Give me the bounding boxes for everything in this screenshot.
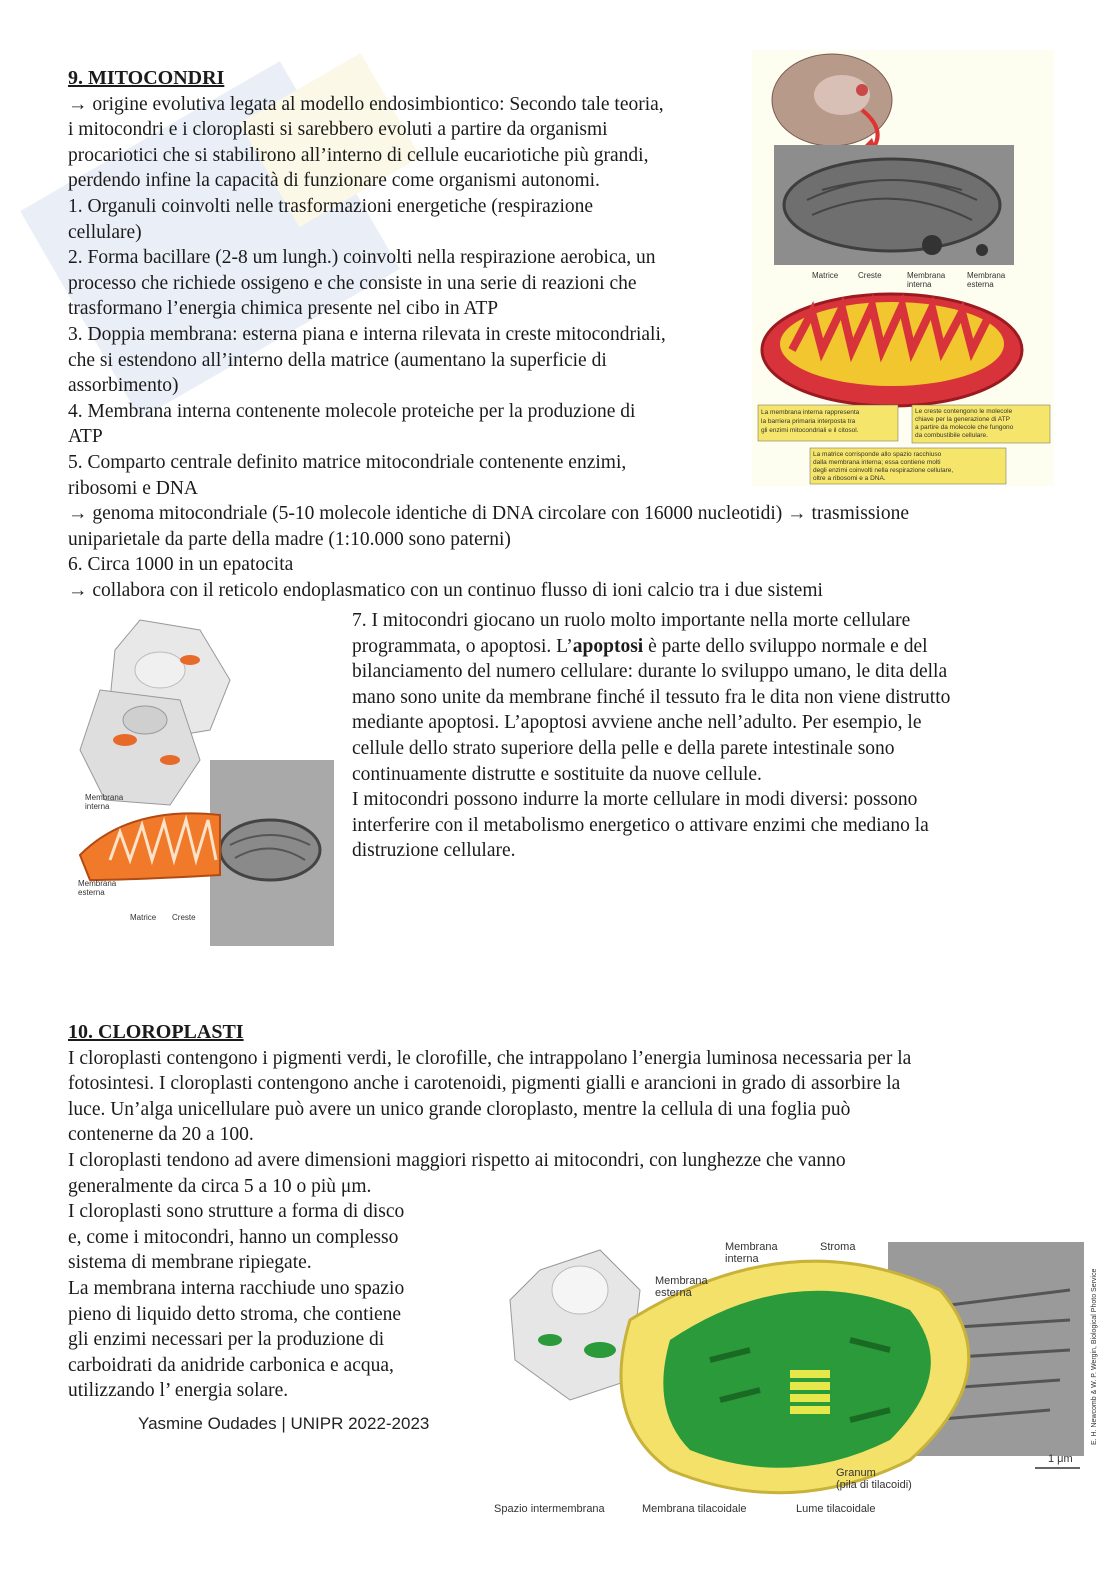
chloro-line: I cloroplasti tendono ad avere dimensioni maggiori rispetto ai mitocondri, con lunghezze che vanno [68, 1149, 846, 1171]
chloro-line: gli enzimi necessari per la produzione di [68, 1329, 385, 1351]
chloro-line: fotosintesi. I cloroplasti contengono anche i carotenoidi, pigmenti gialli e arancioni in grado di assorbire la [68, 1073, 901, 1095]
label-membrana-interna: interna [85, 802, 110, 811]
caption-left: La membrana interna rappresenta la barriera primaria interposta tra gli enzimi mitocondriali e il citosol. [761, 409, 860, 434]
mito-line: perdendo infine la capacità di funzionare come organismi autonomi. [68, 170, 600, 192]
label-membrana-esterna: esterna [655, 1287, 692, 1299]
chloro-line: contenerne da 20 a 100. [68, 1124, 254, 1146]
label-membrana-interna: Membrana [85, 793, 124, 802]
mitochondrion-figure [752, 50, 1054, 486]
apoptosis-line: bilanciamento del numero cellulare: durante lo sviluppo umano, le dita della [352, 661, 948, 683]
chloro-line: carboidrati da anidride carbonica e acqua, [68, 1354, 394, 1376]
chloro-line: La membrana interna racchiude uno spazio [68, 1277, 405, 1299]
mito-line: processo che richiede ossigeno e che consiste in una serie di reazioni che [68, 272, 637, 294]
chloro-line: utilizzando l’ energia solare. [68, 1380, 289, 1402]
label-membrana-interna: interna [907, 280, 932, 289]
caption-bottom: La matrice corrisponde allo spazio racchiuso dalla membrana interna; essa contiene molti degli enzimi coinvolti nella respirazione cellulare, oltre a ribosomi e a DNA. [813, 451, 954, 482]
mito-line: trasformano l’energia chimica presente nel cibo in ATP [68, 298, 499, 320]
label-membrana-interna: Membrana [907, 271, 946, 280]
chloro-line: I cloroplasti sono strutture a forma di disco [68, 1201, 405, 1223]
mito-line: 3. Doppia membrana: esterna piana e interna rilevata in creste mitocondriali, [68, 323, 666, 345]
chloro-line: luce. Un’alga unicellulare può avere un unico grande cloroplasto, mentre la cellula di una foglia può [68, 1098, 851, 1120]
label-creste: Creste [858, 271, 882, 280]
mito-line: 1. Organuli coinvolti nelle trasformazioni energetiche (respirazione [68, 195, 594, 217]
apoptosis-line: mano sono unite da membrane finché il tessuto fra le dita non viene distrutto [352, 686, 951, 708]
apoptosis-line: mediante apoptosi. L’apoptosi avviene anche nell’adulto. Per esempio, le [352, 712, 922, 734]
label-matrice: Matrice [812, 271, 839, 280]
mito-line: ribosomi e DNA [68, 477, 198, 499]
scale-bar-label: 1 μm [1048, 1453, 1073, 1465]
mito-line: → origine evolutiva legata al modello endosimbiontico: Secondo tale teoria, [68, 93, 664, 115]
apoptosi-bold: apoptosi [572, 635, 644, 657]
label-membrana-tilacoidale: Membrana tilacoidale [642, 1503, 747, 1515]
mito-line: che si estendono all’interno della matrice (aumentano la superficie di [68, 349, 607, 371]
chloro-heading: 10. CLOROPLASTI [68, 1021, 244, 1043]
mito-line: uniparietale da parte della madre (1:10.000 sono paterni) [68, 528, 511, 550]
apoptosis-line: interferire con il metabolismo energetico o attivare enzimi che mediano la [352, 814, 929, 836]
mito-line: cellulare) [68, 221, 142, 243]
apoptosis-line: programmata, o apoptosi. L’apoptosi è parte dello sviluppo normale e del [352, 635, 928, 657]
chloro-line: e, come i mitocondri, hanno un complesso [68, 1226, 399, 1248]
chloroplast-figure [490, 1230, 1108, 1520]
chloro-line: pieno di liquido detto stroma, che contiene [68, 1303, 402, 1325]
label-membrana-esterna: Membrana [78, 879, 117, 888]
mito-line: → genoma mitocondriale (5-10 molecole identiche di DNA circolare con 16000 nucleotidi) → trasmissione [68, 503, 909, 525]
photo-credit: E. H. Newcomb & W. P. Wergin, Biological Photo Service [1091, 1268, 1098, 1445]
label-matrice: Matrice [130, 913, 157, 922]
footer-author: Yasmine Oudades | UNIPR 2022-2023 [138, 1414, 430, 1433]
mito-line: 6. Circa 1000 in un epatocita [68, 554, 294, 576]
mitochondrion-cell-figure [70, 610, 338, 950]
mito-line: ATP [68, 426, 103, 448]
mito-line: i mitocondri e i cloroplasti si sarebbero evoluti a partire da organismi [68, 119, 608, 141]
apoptosis-line: 7. I mitocondri giocano un ruolo molto importante nella morte cellulare [352, 610, 911, 631]
label-membrana-interna: Membrana [725, 1241, 778, 1253]
label-membrana-interna: interna [725, 1253, 759, 1265]
apoptosis-paragraph [352, 608, 1052, 864]
apoptosis-line: distruzione cellulare. [352, 840, 516, 862]
mito-heading: 9. MITOCONDRI [68, 67, 225, 89]
mito-line: 4. Membrana interna contenente molecole proteiche per la produzione di [68, 400, 636, 422]
mito-line: 5. Comparto centrale definito matrice mitocondriale contenente enzimi, [68, 451, 627, 473]
caption-right: Le creste contengono le molecole chiave per la generazione di ATP a partire da molecole che fungono da combustibile cellulare. [915, 408, 1014, 439]
mito-line: procariotici che si stabilirono all’interno di cellule eucariotiche più grandi, [68, 144, 649, 166]
mito-line: → collabora con il reticolo endoplasmatico con un continuo flusso di ioni calcio tra i due sistemi [68, 579, 823, 601]
apoptosis-line: I mitocondri possono indurre la morte cellulare in modi diversi: possono [352, 789, 918, 811]
label-spazio-intermembrana: Spazio intermembrana [494, 1503, 605, 1515]
mito-line: 2. Forma bacillare (2-8 um lungh.) coinvolti nella respirazione aerobica, un [68, 247, 656, 269]
chloro-line: generalmente da circa 5 a 10 o più μm. [68, 1175, 372, 1197]
label-granum: (pila di tilacoidi) [836, 1479, 912, 1491]
label-granum: Granum [836, 1467, 876, 1479]
apoptosis-line: cellule dello strato superiore della pelle e della parete intestinale sono [352, 737, 895, 759]
label-lume-tilacoidale: Lume tilacoidale [796, 1503, 876, 1515]
label-creste: Creste [172, 913, 196, 922]
apoptosis-line: continuamente distrutte e sostituite da nuove cellule. [352, 763, 762, 785]
label-membrana-esterna: esterna [967, 280, 994, 289]
chloro-line: sistema di membrane ripiegate. [68, 1252, 312, 1274]
mito-line: assorbimento) [68, 375, 179, 397]
label-membrana-esterna: Membrana [655, 1275, 708, 1287]
label-stroma: Stroma [820, 1241, 856, 1253]
label-membrana-esterna: Membrana [967, 271, 1006, 280]
chloro-line: I cloroplasti contengono i pigmenti verdi, le clorofille, che intrappolano l’energia luminosa necessaria per la [68, 1047, 912, 1069]
label-membrana-esterna: esterna [78, 888, 105, 897]
